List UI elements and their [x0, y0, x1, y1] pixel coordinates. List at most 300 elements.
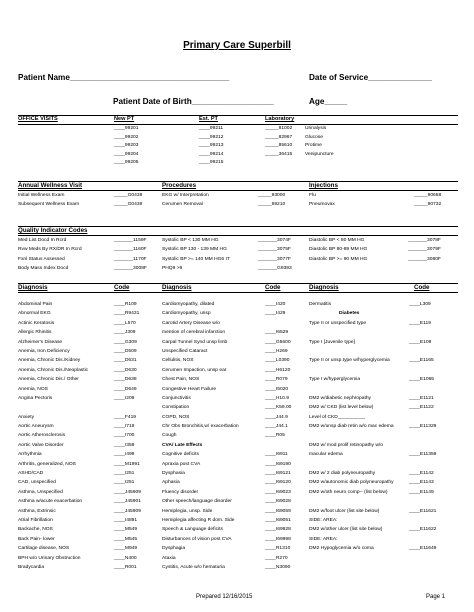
diagnosis-row — [162, 356, 302, 365]
diagnosis-code[interactable]: ____E1165 — [409, 358, 434, 364]
diagnosis-code[interactable]: ____R1310 — [265, 546, 291, 552]
new-pt-code[interactable]: ____99205 — [114, 160, 139, 166]
diagnosis-code[interactable]: ____J45901 — [114, 499, 141, 505]
quality-code[interactable]: _______3075F — [258, 247, 291, 253]
diagnosis-label: Anemia, Chronic Dis./Kidney — [18, 358, 81, 364]
diagnosis-code[interactable]: ____E1149 — [409, 489, 434, 495]
diagnosis-row — [309, 563, 459, 572]
age-field[interactable] — [309, 97, 347, 106]
diagnosis-row — [162, 300, 302, 309]
lab-codes — [265, 125, 375, 159]
diagnosis-row — [18, 356, 158, 365]
diagnosis-code[interactable]: ____E11359 — [409, 452, 437, 458]
diagnosis-label: Allergic Rhinitis — [18, 330, 52, 336]
diagnosis-label: DM2 w/oth neuro comp-- (list below) — [309, 489, 388, 495]
diagnosis-label: Speech & Language deficits — [162, 527, 223, 533]
diagnosis-row — [18, 478, 158, 487]
diagnosis-row — [309, 525, 459, 534]
diagnosis-row — [309, 328, 459, 337]
diagnosis-label: Fluency disorder — [162, 489, 199, 495]
diagnosis-label: DM2 w/diabetic nephropathy — [309, 395, 371, 401]
diagnosis-label: Congestive Heart Failure — [162, 386, 217, 392]
diagnosis-row — [18, 441, 158, 450]
date-of-service-field[interactable] — [309, 73, 432, 82]
diagnosis-label: Angina Pectoris — [18, 395, 53, 401]
injection-code[interactable]: _____90732 — [414, 202, 442, 208]
diagnosis-code[interactable]: ____I69998 — [265, 536, 291, 542]
diagnosis-code[interactable]: ____E1122 — [409, 405, 434, 411]
diagnosis-label: Asthma, Extrinsic — [18, 508, 56, 514]
diagnosis-code[interactable]: ____E11622 — [409, 527, 437, 533]
quality-code[interactable]: _______3008F — [114, 266, 147, 272]
diagnosis-code[interactable]: ____R9431 — [114, 311, 140, 317]
new-pt-code[interactable]: ____99204 — [114, 151, 139, 157]
dob-label: Patient Date of Birth — [113, 97, 192, 106]
quality-rows — [18, 236, 458, 274]
diagnosis-row — [309, 319, 459, 328]
diagnosis-code[interactable]: ____R001 — [114, 564, 137, 570]
quality-row: Fxnl Status Assessed _______1170F Systolic BP >= 140 MM HG6 IT _______3077F Diastolic BP >= 90 MM HG _______3080F — [18, 255, 458, 264]
procedure-code[interactable]: _____69210 — [258, 202, 286, 208]
diagnosis-code[interactable]: ____E1143 — [409, 480, 434, 486]
diagnosis-label: Dysphagia — [162, 546, 186, 552]
diagnosis-label: DM2 w/ mod prolif retinopathy w/o — [309, 442, 383, 448]
diagnosis-label: Diabetes — [339, 311, 360, 317]
diagnosis-top-rule — [18, 283, 458, 284]
diagnosis-row — [18, 525, 158, 534]
diagnosis-row — [309, 497, 459, 506]
diagnosis-label: Cardiomyopathy, dilated — [162, 302, 215, 307]
diagnosis-row — [18, 563, 158, 572]
diagnosis-row — [18, 403, 158, 412]
diagnosis-row — [309, 469, 459, 478]
diagnosis-row — [18, 554, 158, 563]
diagnosis-row — [18, 394, 158, 403]
diagnosis-row — [162, 554, 302, 563]
diagnosis-row — [309, 375, 459, 384]
diagnosis-code[interactable]: ____M549 — [114, 527, 138, 533]
diagnosis-label: Conjunctivitis — [162, 395, 191, 401]
diagnosis-column-2 — [162, 300, 302, 572]
est-pt-code[interactable]: ____99212 — [199, 134, 224, 140]
lab-row[interactable]: _____81002 Urinalysis — [265, 126, 327, 131]
diagnosis-code[interactable]: ____J45909 — [114, 508, 141, 514]
dob-field[interactable] — [113, 97, 274, 106]
diagnosis-row — [309, 554, 459, 563]
diagnosis-code[interactable]: ____G309 — [114, 339, 137, 345]
diagnosis-row — [162, 544, 302, 553]
diagnosis-code[interactable]: ____E11621 — [409, 508, 437, 514]
diagnosis-row — [309, 338, 459, 347]
diagnosis-row — [18, 413, 158, 422]
quality-header: Quality Indicator Codes — [18, 227, 88, 234]
diagnosis-row — [18, 450, 158, 459]
diagnosis-label: Level of CKD__________ — [309, 414, 366, 420]
lab-row[interactable]: _____36415 Venipuncture — [265, 151, 334, 157]
diagnosis-row — [309, 300, 459, 309]
diagnosis-code[interactable]: ____I69028 — [265, 499, 291, 505]
diagnosis-row — [162, 497, 302, 506]
diagnosis-label: CVA/ Late Effects — [162, 442, 203, 448]
diagnosis-row — [18, 338, 158, 347]
diagnosis-row — [18, 309, 158, 318]
diagnosis-column-1 — [18, 300, 158, 572]
diagnosis-label: Carotid Artery Disease w/o — [162, 320, 220, 326]
quality-code[interactable]: _______3078F — [408, 238, 441, 243]
diagnosis-code[interactable]: ____I6529 — [265, 330, 289, 336]
wellness-code[interactable]: _____G0439 — [114, 202, 143, 208]
diagnosis-code[interactable]: ____I69928 — [265, 527, 291, 533]
diagnosis-code[interactable]: ____I420 — [265, 302, 286, 307]
diagnosis-label: CAD, unspecified — [18, 480, 56, 486]
est-pt-code[interactable]: ____99214 — [199, 151, 224, 157]
diagnosis-code[interactable]: ____J309 — [114, 330, 136, 336]
diagnosis-row — [162, 328, 302, 337]
procedures-header: Procedures — [162, 182, 197, 189]
diagnosis-code[interactable]: ____I69023 — [265, 489, 291, 495]
diagnosis-code[interactable]: ____R109 — [114, 302, 137, 307]
diagnosis-code[interactable]: ____I359 — [114, 442, 135, 448]
diagnosis-label: Bradycardia — [18, 564, 45, 570]
diagnosis-code[interactable]: ____R270 — [265, 555, 288, 561]
quality-code[interactable]: _______3074F — [258, 238, 291, 243]
diagnosis-label: SIDE: AREA: — [309, 536, 338, 542]
diagnosis-label: Constipation — [162, 405, 190, 411]
diagnosis-label: Cerumen Impaction, unsp ear — [162, 367, 227, 373]
diagnosis-row — [162, 460, 302, 469]
diagnosis-code[interactable]: ____L570 — [114, 320, 136, 326]
office-visits-header: OFFICE VISITS — [18, 116, 58, 122]
diagnosis-label: BPH w/o Urinary Obstruction — [18, 555, 81, 561]
diagnosis-label: Alzheimer's Disease — [18, 339, 63, 345]
quality-code[interactable]: _______3080F — [408, 256, 441, 262]
diagnosis-label: Aortic Atherosclerosis — [18, 433, 66, 439]
diagnosis-row — [309, 450, 459, 459]
diagnosis-row — [162, 525, 302, 534]
diagnosis-label: SIDE: AREA: — [309, 517, 338, 523]
diagnosis-row — [18, 422, 158, 431]
diagnosis-code[interactable]: ____I209 — [114, 395, 135, 401]
diagnosis-label: DM2 w/autonomic diab polyneuropathy — [309, 480, 394, 486]
diagnosis-row — [18, 385, 158, 394]
diagnosis-label: Carpal Tunnel Synd unsp limb — [162, 339, 228, 345]
date-of-service-label: Date of Service — [309, 73, 369, 82]
diagnosis-label: Apraxia post CVA — [162, 461, 201, 467]
diagnosis-code[interactable]: ____E1142 — [409, 471, 434, 477]
diagnosis-row — [18, 460, 158, 469]
diagnosis-row — [309, 441, 459, 450]
diagnosis-row — [18, 516, 158, 525]
diagnosis-label: Dermatitis — [309, 302, 332, 307]
diagnosis-code[interactable]: ____L0390 — [265, 358, 290, 364]
diagnosis-code[interactable]: ____I5020 — [265, 386, 289, 392]
diagnosis-label: Aortic Valve Disorder — [18, 442, 64, 448]
diagnosis-row — [162, 563, 302, 572]
diagnosis-row — [162, 488, 302, 497]
diagnosis-row — [162, 366, 302, 375]
diagnosis-row — [309, 516, 459, 525]
diagnosis-code[interactable]: ____I719 — [114, 424, 135, 430]
diagnosis-code[interactable]: ____E119 — [409, 320, 431, 326]
office-visits-top-rule — [18, 115, 458, 116]
diagnosis-label: Asthma, Unspecified — [18, 489, 63, 495]
diagnosis-code[interactable]: ____F419 — [114, 414, 137, 420]
est-pt-code[interactable]: ____99215 — [199, 160, 224, 166]
injection-code[interactable]: _____90658 — [414, 193, 442, 198]
diagnosis-label: ASHD/CAD — [18, 471, 44, 477]
date-of-service-blank: ______________ — [368, 73, 432, 82]
diagnosis-row — [309, 309, 459, 318]
diagnosis-row — [309, 356, 459, 365]
diagnosis-code[interactable]: ____R079 — [265, 377, 288, 383]
diagnosis-row — [18, 366, 158, 375]
diagnosis-code[interactable]: ____M545 — [114, 536, 138, 542]
diagnosis-label: COPD, NOS — [162, 414, 190, 420]
diagnosis-label: Back Pain- lower — [18, 536, 55, 542]
diagnosis-row — [309, 347, 459, 356]
diagnosis-label: mention of cerebral infarction — [162, 330, 226, 336]
diagnosis-label: Actinic Keratosis — [18, 320, 55, 326]
diagnosis-row — [162, 469, 302, 478]
diagnosis-code[interactable]: ____I69120 — [265, 480, 291, 486]
injections-header: Injections — [309, 182, 338, 189]
diagnosis-code[interactable]: ____K59.00 — [265, 405, 292, 411]
wellness-row: Subsequent Wellness Exam _____G0439 Cerumen Removal _____69210 Pneumovax _____90732 — [18, 200, 458, 209]
procedure-code[interactable]: _____93000 — [258, 193, 286, 198]
diagnosis-label: Atrial Fibrillation — [18, 517, 53, 523]
age-label: Age — [309, 97, 325, 106]
diagnosis-label: Other speech/language disorder — [162, 499, 232, 505]
diagnosis-label: Aphasia — [162, 480, 180, 486]
diagnosis-column-3 — [309, 300, 459, 572]
laboratory-header: Laboratory — [265, 116, 295, 122]
prepared-date: Prepared 12/16/2015 — [196, 594, 253, 600]
diagnosis-label: DM2 w/foot ulcer (list site below) — [309, 508, 380, 514]
patient-name-field[interactable] — [18, 73, 229, 82]
patient-name-blank: ___________________________________ — [69, 73, 230, 82]
diagnosis-row — [162, 338, 302, 347]
diagnosis-code[interactable]: ____H10.9 — [265, 395, 289, 401]
diagnosis-code[interactable]: ____E109 — [409, 339, 432, 345]
diagnosis-code[interactable]: ____G5600 — [265, 339, 291, 345]
diagnosis-label: Anemia, Iron Deficiency — [18, 348, 70, 354]
diagnosis-label: Anemia, NOS — [18, 386, 48, 392]
diagnosis-label: macular edema — [309, 452, 343, 458]
diagnosis-code[interactable]: ____I6911 — [265, 452, 288, 458]
diagnosis-label: Ataxia — [162, 555, 176, 561]
diagnosis-label: Abnormal EKG — [18, 311, 51, 317]
quality-code[interactable]: _______1159F — [114, 238, 147, 243]
diagnosis-row — [309, 488, 459, 497]
diagnosis-row — [162, 394, 302, 403]
est-pt-header: Est. PT — [199, 116, 218, 122]
diagnosis-row — [18, 300, 158, 309]
quality-row: Rvw Meds By RX/DR In Rcrd _______1160F Systolic BP 130 - 139 MM HG _______3075F Diastolic BP 80-89 MM HG _______3079F — [18, 245, 458, 254]
diagnosis-code[interactable]: ____J44.9 — [265, 414, 288, 420]
diagnosis-label: Cognitive deficits — [162, 452, 199, 458]
diagnosis-label: Asthma w/acute exacerbation — [18, 499, 83, 505]
diagnosis-header-3: Diagnosis — [309, 284, 339, 291]
wellness-code[interactable]: _____G0438 — [114, 193, 143, 198]
diagnosis-row — [309, 385, 459, 394]
diagnosis-label: Unspecified Cataract — [162, 348, 208, 354]
diagnosis-code[interactable]: ____I251 — [114, 480, 135, 486]
diagnosis-row — [162, 422, 302, 431]
diagnosis-label: Anxiety — [18, 414, 35, 420]
diagnosis-row — [309, 431, 459, 440]
new-pt-code[interactable]: ____99201 — [114, 126, 139, 131]
new-pt-header: New PT — [114, 116, 135, 122]
quality-code[interactable]: _______1170F — [114, 256, 147, 262]
diagnosis-row — [18, 375, 158, 384]
diagnosis-row — [18, 544, 158, 553]
wellness-row: Initial Wellness Exam _____G0438 EKG w/ Interpretation _____93000 Flu _____90658 — [18, 191, 458, 200]
diagnosis-label: Disturbances of vision post CVA — [162, 536, 232, 542]
diagnosis-code[interactable]: ____E11329 — [409, 424, 437, 430]
quality-code[interactable]: _______3077F — [258, 256, 291, 262]
diagnosis-code[interactable]: ____D638 — [114, 377, 137, 383]
est-pt-code[interactable]: ____99211 — [199, 126, 224, 131]
diagnosis-code[interactable]: ____E1065 — [409, 377, 435, 383]
diagnosis-row — [309, 366, 459, 375]
page-number: Page 1 — [426, 594, 446, 600]
diagnosis-code[interactable]: ____D649 — [114, 386, 137, 392]
quality-row: Med List Docd In Rcrd _______1159F Systolic BP < 130 MM HG _______3074F Diastolic BP < 80 MM HG _______3078F — [18, 236, 458, 245]
diagnosis-header-1: Diagnosis — [18, 284, 48, 291]
quality-row: Body Mass Index Docd _______3008F PHQ9 >9 _______G9393 — [18, 264, 458, 273]
diagnosis-code[interactable]: ____L309 — [409, 302, 431, 307]
diagnosis-row — [162, 309, 302, 318]
diagnosis-label: Chr Obs Bronchitis,w/ exacerbation — [162, 424, 239, 430]
diagnosis-code[interactable]: ____I499 — [114, 452, 135, 458]
diagnosis-row — [18, 469, 158, 478]
diagnosis-label: Arthritis, generalized, NOS — [18, 461, 76, 467]
diagnosis-row — [309, 413, 459, 422]
diagnosis-code[interactable]: ____E1121 — [409, 395, 434, 401]
diagnosis-label: Abdominal Pain — [18, 302, 53, 307]
age-blank: _____ — [324, 97, 348, 106]
diagnosis-label: Type I [Juvenile type] — [309, 339, 355, 345]
diagnosis-row — [309, 544, 459, 553]
diagnosis-code[interactable]: ____J45909 — [114, 489, 141, 495]
diagnosis-row — [309, 507, 459, 516]
diagnosis-label: DM2 w/unsp diab retin w/o mac edema — [309, 424, 394, 430]
new-pt-code[interactable]: ____99202 — [114, 134, 139, 140]
diagnosis-code[interactable]: ____E11649 — [409, 546, 437, 552]
diagnosis-code[interactable]: ____M1991 — [114, 461, 140, 467]
diagnosis-label: Chest Pain, NOS — [162, 377, 200, 383]
diagnosis-label: Aortic Aneurysm — [18, 424, 54, 430]
diagnosis-label: Dysphasia — [162, 471, 185, 477]
diagnosis-label: Cartilage disease, NOS — [18, 546, 70, 552]
diagnosis-code[interactable]: ____D631 — [114, 358, 137, 364]
diagnosis-code[interactable]: ____R05 — [265, 433, 285, 439]
diagnosis-row — [18, 488, 158, 497]
quality-code[interactable]: _______G9393 — [258, 266, 292, 272]
diagnosis-label: Backache, NOS — [18, 527, 53, 533]
diagnosis-code[interactable]: ____H6120 — [265, 367, 291, 373]
diagnosis-label: Cardiomyopathy, unsp — [162, 311, 211, 317]
lab-row[interactable]: _____85610 Protime — [265, 143, 322, 149]
diagnosis-row — [162, 478, 302, 487]
page-title: Primary Care Superbill — [183, 40, 291, 51]
diagnosis-label: Hemiplegia affecting R dom. Side — [162, 517, 235, 523]
diagnosis-code[interactable]: ____I69121 — [265, 471, 291, 477]
wellness-top-rule — [18, 181, 458, 182]
diagnosis-row — [309, 535, 459, 544]
diagnosis-label: DM2 w/ 2 diab polyneuropathy — [309, 471, 376, 477]
diagnosis-code[interactable]: ____N400 — [114, 555, 137, 561]
new-pt-codes — [114, 125, 184, 168]
diagnosis-label: DM2 w/other ulcer (list site below) — [309, 527, 383, 533]
diagnosis-code[interactable]: ____M949 — [114, 546, 138, 552]
diagnosis-row — [162, 431, 302, 440]
diagnosis-label: Type II or unspecified type — [309, 320, 367, 326]
diagnosis-row — [162, 413, 302, 422]
new-pt-code[interactable]: ____99203 — [114, 143, 139, 149]
diagnosis-row — [162, 441, 302, 450]
diagnosis-label: Hemiplegia, unsp. Side — [162, 508, 213, 514]
lab-row[interactable]: _____82967 Glucose — [265, 134, 323, 140]
diagnosis-row — [309, 478, 459, 487]
diagnosis-row — [309, 403, 459, 412]
code-header-1: Code — [114, 284, 130, 291]
diagnosis-row — [18, 507, 158, 516]
diagnosis-label: Cellulitis, NOS — [162, 358, 194, 364]
diagnosis-row — [162, 516, 302, 525]
diagnosis-code[interactable]: ____I69051 — [265, 517, 291, 523]
diagnosis-code[interactable]: ____J44.1 — [265, 424, 288, 430]
diagnosis-row — [162, 403, 302, 412]
diagnosis-label: Anemia, Chronic Dis./ Other — [18, 377, 79, 383]
diagnosis-code[interactable]: ____D509 — [114, 348, 137, 354]
diagnosis-label: Anemia, Chronic Dis./Neoplastic — [18, 367, 89, 373]
diagnosis-label: DM2 Hypoglycemia w/o coma — [309, 546, 374, 552]
diagnosis-row — [18, 347, 158, 356]
code-header-3: Code — [414, 284, 430, 291]
quality-code[interactable]: _______1160F — [114, 247, 147, 253]
diagnosis-code[interactable]: ____I69190 — [265, 461, 291, 467]
diagnosis-label: DM2 w/ CKD (list level below) — [309, 405, 374, 411]
code-header-2: Code — [265, 284, 281, 291]
diagnosis-code[interactable]: ____I700 — [114, 433, 135, 439]
diagnosis-row — [162, 375, 302, 384]
diagnosis-code[interactable]: ____D630 — [114, 367, 137, 373]
quality-code[interactable]: _______3079F — [408, 247, 441, 253]
diagnosis-row — [162, 319, 302, 328]
diagnosis-row — [18, 328, 158, 337]
diagnosis-code[interactable]: ____N3090 — [265, 564, 291, 570]
est-pt-codes — [199, 125, 259, 168]
diagnosis-row — [18, 535, 158, 544]
est-pt-code[interactable]: ____99213 — [199, 143, 224, 149]
diagnosis-label: Cystitis, Acute w/o hematuria — [162, 564, 225, 570]
diagnosis-label: Type II or unsp.type w/hyperglycemia — [309, 358, 390, 364]
diagnosis-code[interactable]: ____H269 — [265, 348, 288, 354]
diagnosis-row — [309, 394, 459, 403]
diagnosis-code[interactable]: ____I429 — [265, 311, 286, 317]
diagnosis-row — [18, 497, 158, 506]
diagnosis-code[interactable]: ____I251 — [114, 471, 135, 477]
diagnosis-code[interactable]: ____I69059 — [265, 508, 291, 514]
diagnosis-label: Arrhythmia — [18, 452, 42, 458]
diagnosis-bottom-rule — [18, 292, 458, 293]
diagnosis-label: Cough — [162, 433, 177, 439]
diagnosis-row — [18, 319, 158, 328]
diagnosis-code[interactable]: ____I4891 — [114, 517, 138, 523]
wellness-rows — [18, 191, 458, 210]
diagnosis-row — [309, 460, 459, 469]
